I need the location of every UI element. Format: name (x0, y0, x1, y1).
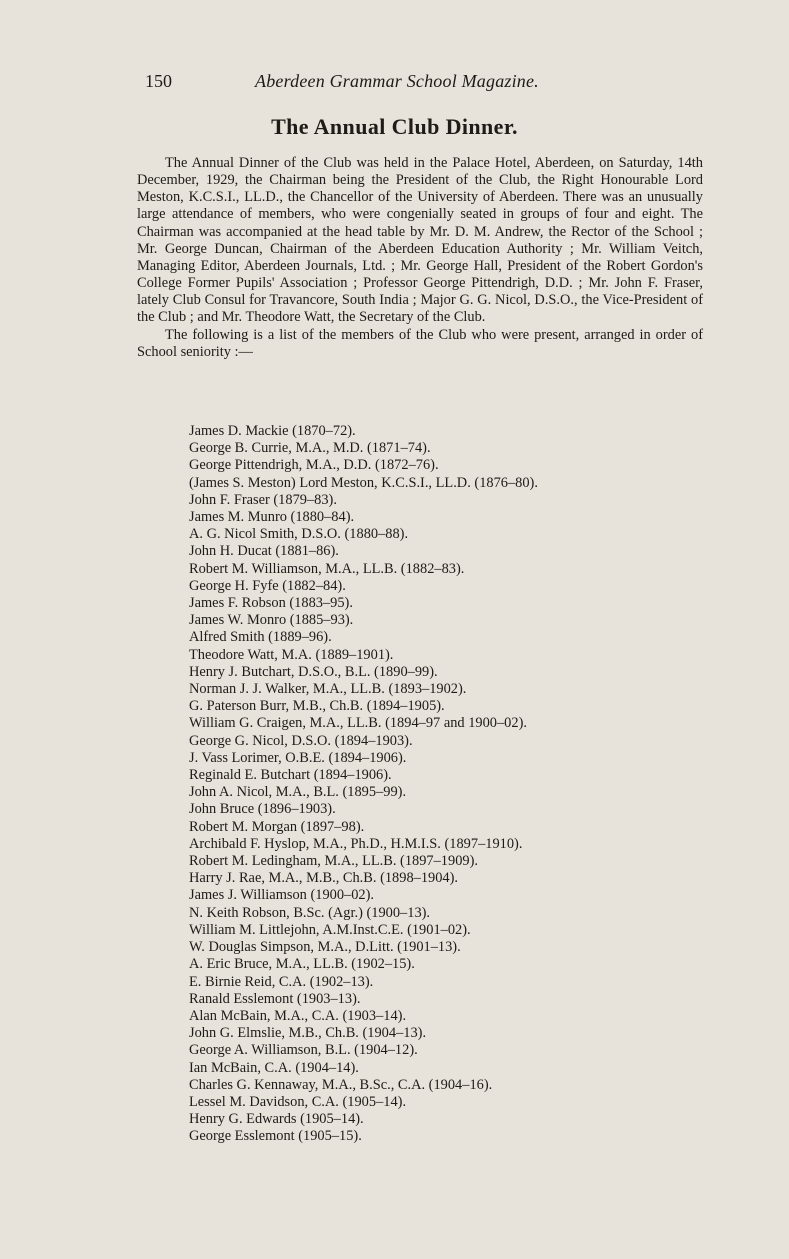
member-list-item: John H. Ducat (1881–86). (189, 543, 339, 560)
member-list-item: G. Paterson Burr, M.B., Ch.B. (1894–1905). (189, 698, 445, 715)
member-list-item: George Esslemont (1905–15). (189, 1128, 362, 1145)
member-list-item: Charles G. Kennaway, M.A., B.Sc., C.A. (1904–16). (189, 1076, 493, 1093)
member-list-item: William M. Littlejohn, A.M.Inst.C.E. (1901–02). (189, 921, 471, 938)
member-list-item: Robert M. Williamson, M.A., LL.B. (1882–83). (189, 560, 465, 577)
member-list-item: (James S. Meston) Lord Meston, K.C.S.I., LL.D. (1876–80). (189, 474, 538, 491)
member-list-item: Robert M. Morgan (1897–98). (189, 818, 365, 835)
member-list-item: Henry J. Butchart, D.S.O., B.L. (1890–99). (189, 663, 438, 680)
article-title: The Annual Club Dinner. (271, 114, 518, 139)
member-list-item: John A. Nicol, M.A., B.L. (1895–99). (189, 784, 407, 801)
member-list-item: James D. Mackie (1870–72). (189, 423, 356, 439)
member-list-item: J. Vass Lorimer, O.B.E. (1894–1906). (189, 749, 407, 766)
member-list-item: Robert M. Ledingham, M.A., LL.B. (1897–1909). (189, 853, 478, 870)
member-list-item: George A. Williamson, B.L. (1904–12). (189, 1042, 418, 1059)
member-list-item: N. Keith Robson, B.Sc. (Agr.) (1900–13). (189, 904, 431, 921)
member-list-item: W. Douglas Simpson, M.A., D.Litt. (1901–13). (189, 939, 461, 956)
member-list-item: E. Birnie Reid, C.A. (1902–13). (189, 973, 374, 990)
member-list-item: James F. Robson (1883–95). (189, 595, 353, 612)
member-list-item: Norman J. J. Walker, M.A., LL.B. (1893–1902). (189, 681, 467, 698)
member-list-item: Archibald F. Hyslop, M.A., Ph.D., H.M.I.S. (1897–1910). (189, 835, 523, 852)
member-list-item: George Pittendrigh, M.A., D.D. (1872–76). (189, 457, 439, 474)
member-list-item: James M. Munro (1880–84). (189, 509, 355, 526)
article-paragraph: The following is a list of the members of the Club who were present, arranged in order of School seniority :— (137, 326, 703, 360)
member-list-item: George H. Fyfe (1882–84). (189, 577, 346, 594)
member-list-item: George B. Currie, M.A., M.D. (1871–74). (189, 440, 431, 457)
member-list-item: Lessel M. Davidson, C.A. (1905–14). (189, 1093, 407, 1110)
member-list-item: A. Eric Bruce, M.A., LL.B. (1902–15). (189, 956, 415, 973)
member-list-item: A. G. Nicol Smith, D.S.O. (1880–88). (189, 526, 409, 543)
member-list-item: Ranald Esslemont (1903–13). (189, 990, 361, 1007)
member-list-item: Harry J. Rae, M.A., M.B., Ch.B. (1898–1904). (189, 870, 459, 887)
member-list-item: Reginald E. Butchart (1894–1906). (189, 767, 392, 784)
member-list-item: Henry G. Edwards (1905–14). (189, 1111, 364, 1128)
member-list-item: Theodore Watt, M.A. (1889–1901). (189, 646, 394, 663)
member-list-item: James W. Monro (1885–93). (189, 612, 354, 629)
member-list-item: James J. Williamson (1900–02). (189, 887, 375, 904)
members-list (189, 423, 538, 1146)
page-number: 150 (145, 71, 172, 91)
article-paragraph: The Annual Dinner of the Club was held in the Palace Hotel, Aberdeen, on Saturday, 14th December, 1929, the Chairman being the President of the Club, the Right Honourable Lord Meston, K.C.S.I., LL.D., the Chancellor of the University of Aberdeen. There was an unusually large attendance of members, who were congenially seated in groups of four and eight. The Chairman was accompanied at the head table by Mr. D. M. Andrew, the Rector of the School ; Mr. George Duncan, Chairman of the Aberdeen Education Authority ; Mr. William Veitch, Managing Editor, Aberdeen Journals, Ltd. ; Mr. George Hall, President of the Robert Gordon's College Former Pupils' Association ; Professor George Pittendrigh, D.D. ; Mr. John F. Fraser, lately Club Consul for Travancore, South India ; Major G. G. Nicol, D.S.O., the Vice-President of the Club ; and Mr. Theodore Watt, the Secretary of the Club. (137, 155, 703, 326)
member-list-item: William G. Craigen, M.A., LL.B. (1894–97 and 1900–02). (189, 715, 527, 732)
member-list-item: Alfred Smith (1889–96). (189, 629, 332, 646)
member-list-item: George G. Nicol, D.S.O. (1894–1903). (189, 732, 413, 749)
member-list-item: Alan McBain, M.A., C.A. (1903–14). (189, 1007, 407, 1024)
magazine-title: Aberdeen Grammar School Magazine. (255, 71, 539, 91)
member-list-item: John F. Fraser (1879–83). (189, 491, 337, 508)
running-header (145, 68, 605, 96)
member-list-item: John Bruce (1896–1903). (189, 801, 336, 818)
member-list-item: Ian McBain, C.A. (1904–14). (189, 1059, 359, 1076)
member-list-item: John G. Elmslie, M.B., Ch.B. (1904–13). (189, 1025, 427, 1042)
article-body (137, 155, 703, 361)
